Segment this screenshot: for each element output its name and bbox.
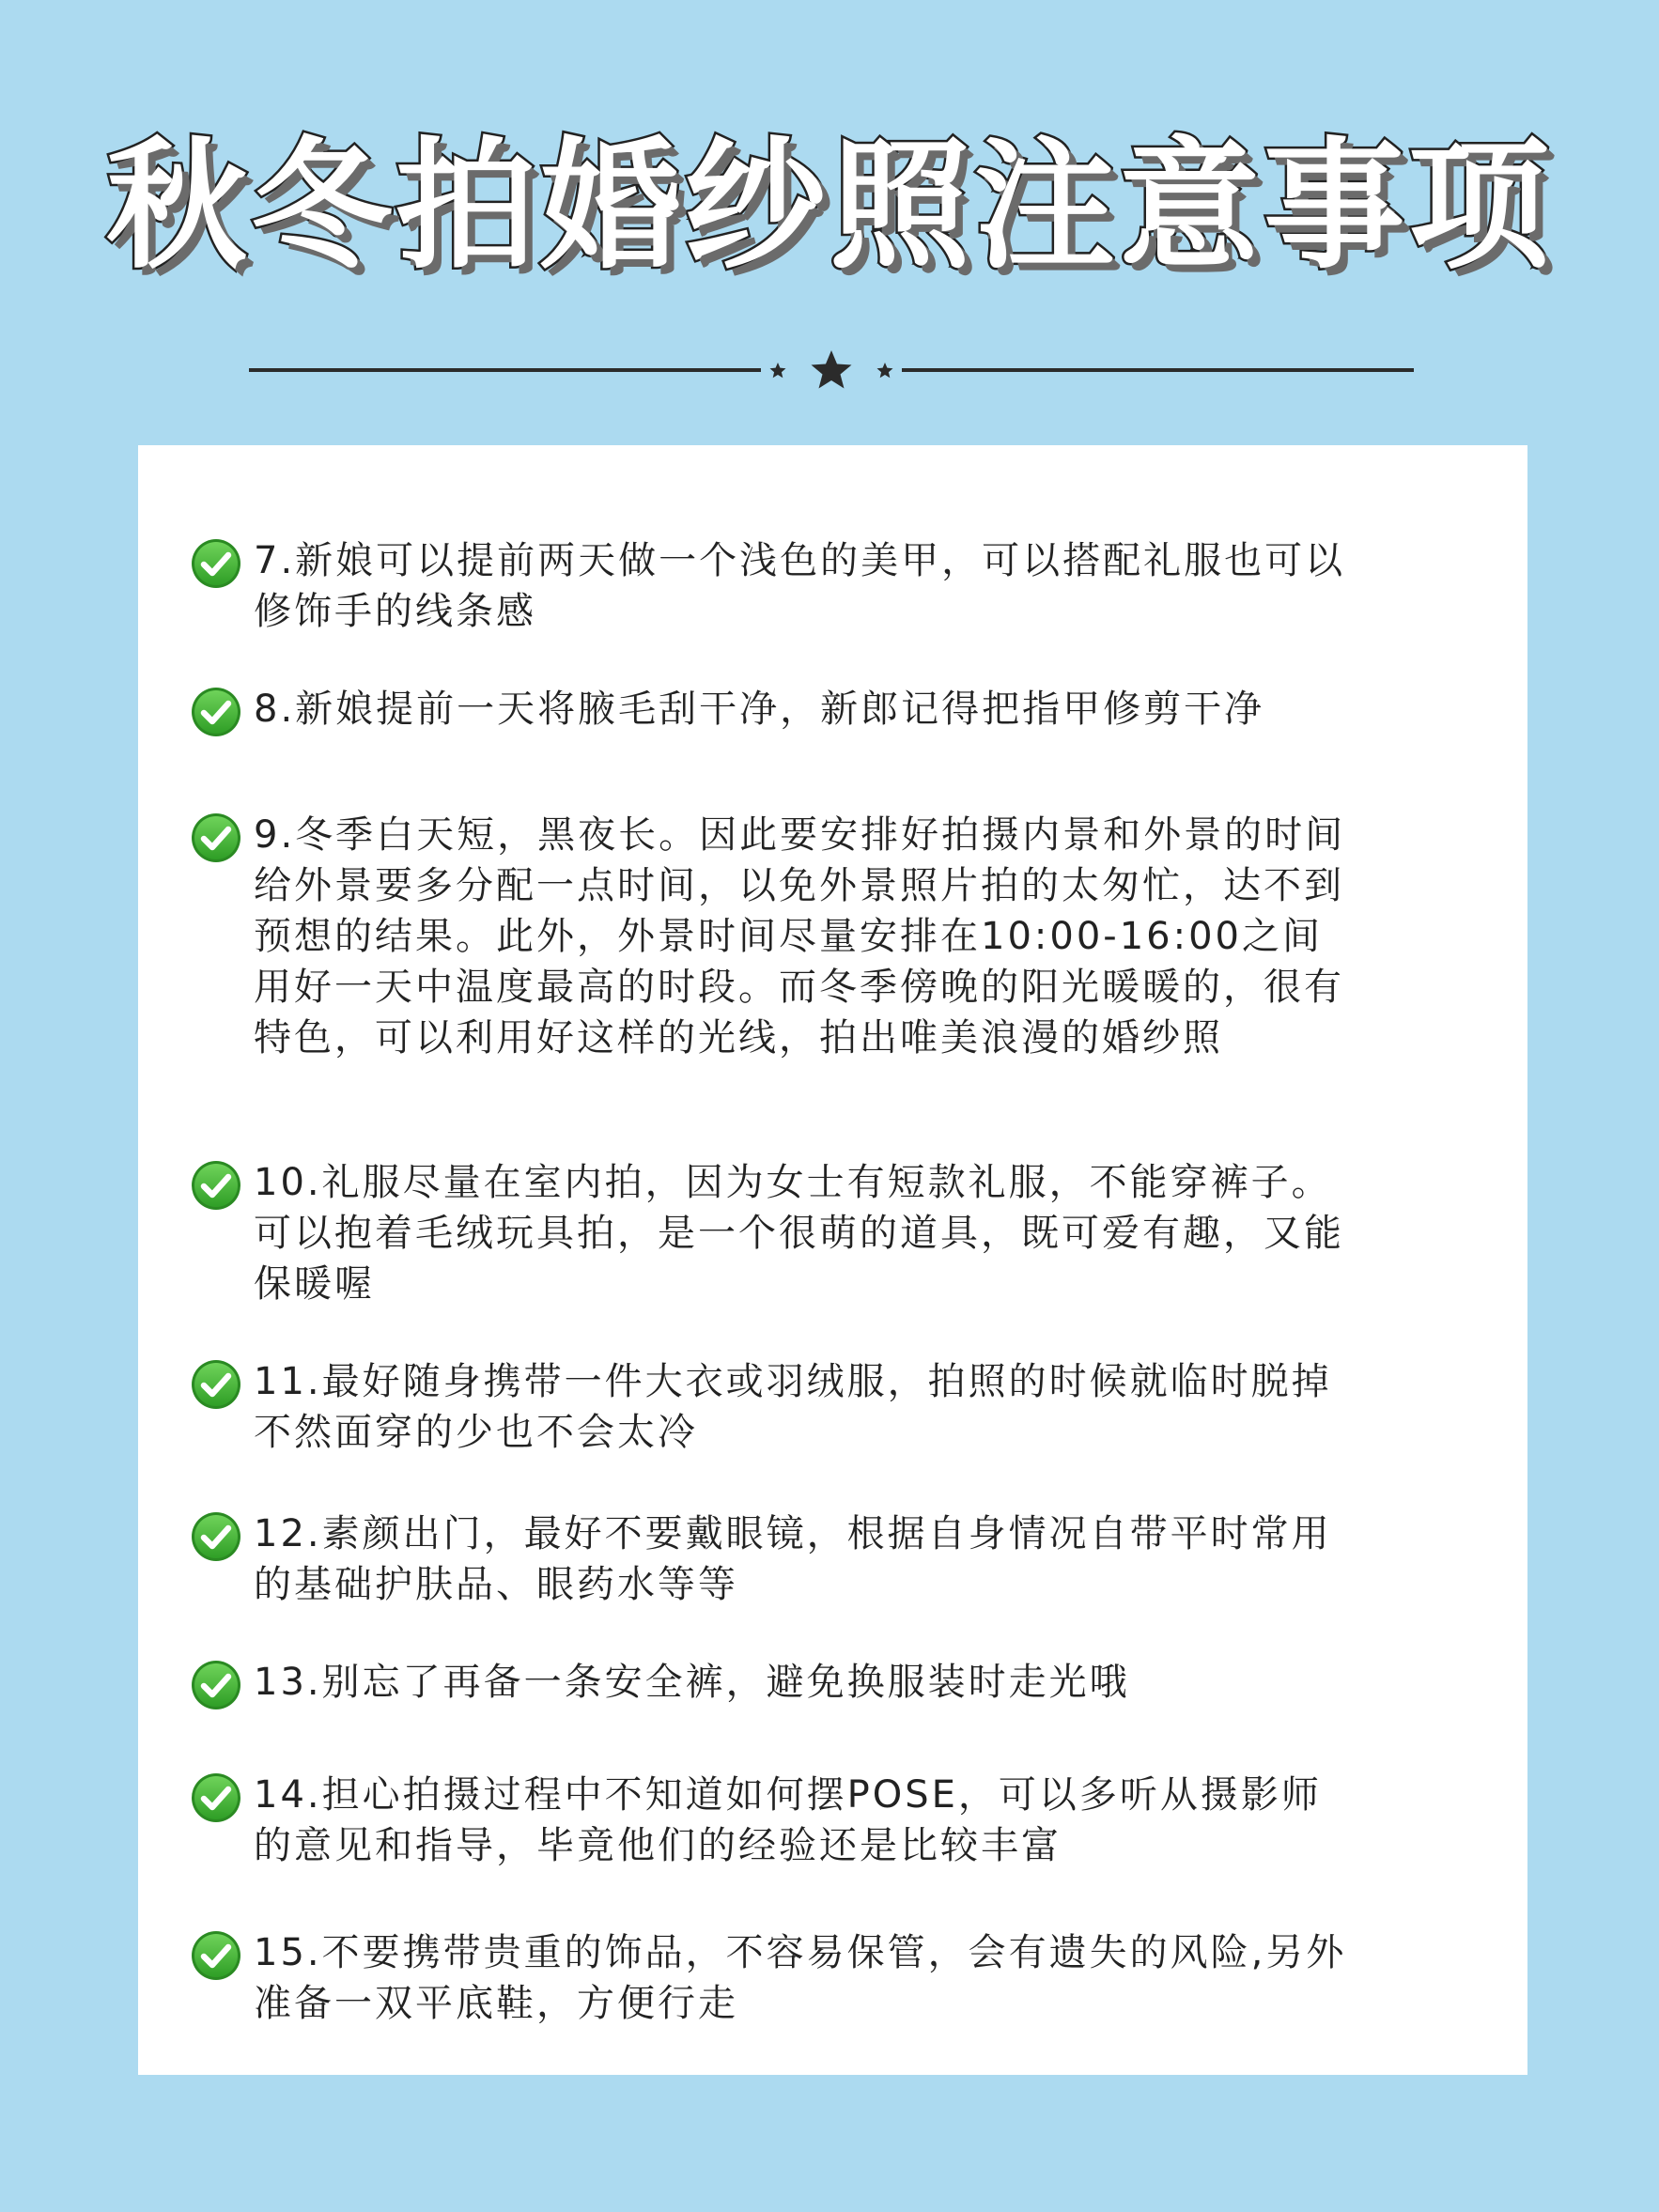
list-item-text: 11.最好随身携带一件大衣或羽绒服，拍照的时候就临时脱掉 不然面穿的少也不会太冷	[254, 1360, 1332, 1454]
check-circle-icon	[190, 1510, 242, 1563]
page-title: 秋冬拍婚纱照注意事项	[105, 125, 1553, 288]
list-item-text: 13.别忘了再备一条安全裤，避免换服装时走光哦	[254, 1661, 1130, 1704]
check-circle-icon	[190, 1358, 242, 1411]
list-item-text: 12.素颜出门，最好不要戴眼镜，根据自身情况自带平时常用 的基础护肤品、眼药水等等	[254, 1512, 1332, 1606]
check-circle-icon	[190, 686, 242, 738]
check-circle-icon	[190, 1659, 242, 1711]
tips-card	[138, 445, 1527, 2075]
check-circle-icon	[190, 1929, 242, 1982]
list-item-text: 9.冬季白天短，黑夜长。因此要安排好拍摄内景和外景的时间 给外景要多分配一点时间，以免外景照片拍的太匆忙，达不到 预想的结果。此外，外景时间尽量安排在10:00-16:00之间 用好一天中温度最高的时段。而冬季傍晚的阳光暖暖的，很有 特色，可以利用好这样的光线，拍出唯美浪漫的婚纱照	[254, 813, 1346, 1060]
check-circle-icon	[190, 1159, 242, 1212]
small-star-icon	[770, 363, 786, 378]
divider	[249, 348, 1414, 394]
small-star-icon	[877, 363, 893, 378]
check-circle-icon	[190, 537, 242, 590]
check-circle-icon	[190, 1771, 242, 1824]
list-item-text: 14.担心拍摄过程中不知道如何摆POSE，可以多听从摄影师 的意见和指导，毕竟他们的经验还是比较丰富	[254, 1773, 1322, 1867]
check-circle-icon	[190, 812, 242, 864]
list-item-text: 10.礼服尽量在室内拍，因为女士有短款礼服，不能穿裤子。 可以抱着毛绒玩具拍，是一个很萌的道具，既可爱有趣，又能 保暖喔	[254, 1161, 1344, 1306]
list-item-text: 8.新娘提前一天将腋毛刮干净，新郎记得把指甲修剪干净	[254, 688, 1265, 731]
list-item-text: 15.不要携带贵重的饰品，不容易保管，会有遗失的风险,另外 准备一双平底鞋，方便行走	[254, 1931, 1347, 2025]
list-item-text: 7.新娘可以提前两天做一个浅色的美甲，可以搭配礼服也可以 修饰手的线条感	[254, 539, 1346, 633]
star-icon	[812, 350, 852, 389]
